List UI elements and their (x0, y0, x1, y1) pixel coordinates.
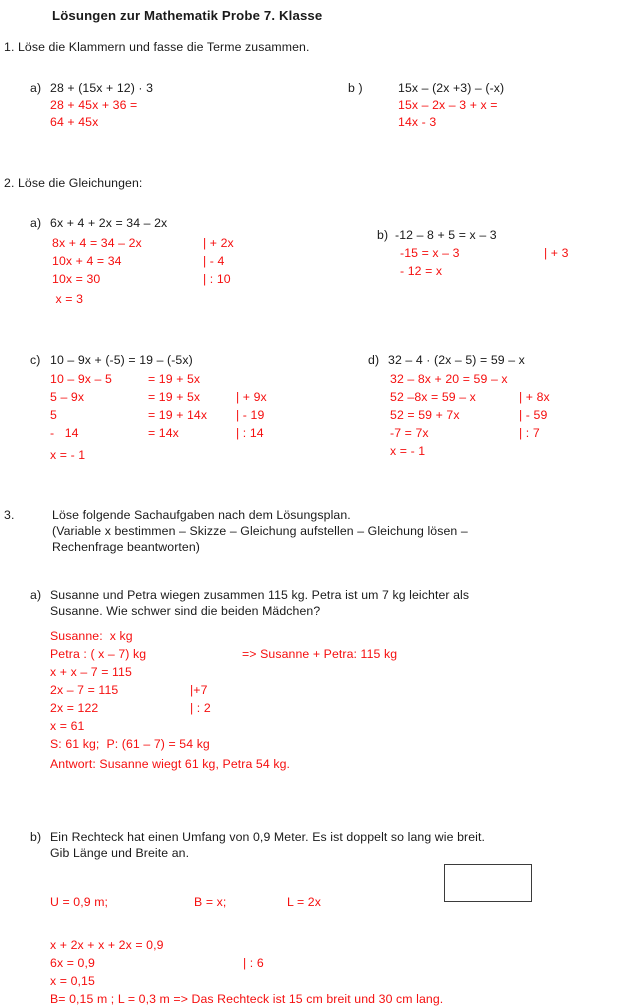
task2-c-step-3-lhs: 5 (50, 408, 57, 422)
task1-heading: 1. Löse die Klammern und fasse die Terme zusammen. (4, 40, 310, 54)
task2-b-step-1-expr: -15 = x – 3 (400, 246, 460, 260)
task3-b-problem-line-1: Ein Rechteck hat einen Umfang von 0,9 Meter. Es ist doppelt so lang wie breit. (50, 830, 486, 844)
task3-a-problem-line-1: Susanne und Petra wiegen zusammen 115 kg. Petra ist um 7 kg leichter als (50, 588, 470, 602)
task1-b-step-2: 14x - 3 (398, 115, 437, 129)
task2-a-step-1-op: | + 2x (203, 236, 234, 250)
task2-c-problem: 10 – 9x + (-5) = 19 – (-5x) (50, 353, 193, 367)
task1-b-label: b ) (348, 81, 363, 95)
task2-heading: 2. Löse die Gleichungen: (4, 176, 143, 190)
task2-c-step-5-lhs: x = - 1 (50, 448, 86, 462)
task2-b-step-2-expr: - 12 = x (400, 264, 443, 278)
task3-a-step-4-expr: 2x – 7 = 115 (50, 683, 119, 697)
task3-b-problem-line-2: Gib Länge und Breite an. (50, 846, 190, 860)
task3-a-step-7-expr: S: 61 kg; P: (61 – 7) = 54 kg (50, 737, 210, 751)
task3-a-step-4-op: |+7 (190, 683, 208, 697)
task2-d-label: d) (368, 353, 380, 367)
task2-d-step-1-expr: 32 – 8x + 20 = 59 – x (390, 372, 508, 386)
task3-b-given-laenge: L = 2x (287, 895, 321, 909)
task2-c-step-3-rhs: = 19 + 14x (148, 408, 208, 422)
task3-heading-line-1: Löse folgende Sachaufgaben nach dem Lösungsplan. (52, 508, 351, 522)
task2-a-step-2-op: | - 4 (203, 254, 225, 268)
task3-b-given-breite: B = x; (194, 895, 227, 909)
task1-a-problem: 28 + (15x + 12) · 3 (50, 81, 154, 95)
task3-a-answer: Antwort: Susanne wiegt 61 kg, Petra 54 kg. (50, 757, 291, 771)
task2-a-problem: 6x + 4 + 2x = 34 – 2x (50, 216, 168, 230)
rectangle-sketch (444, 864, 532, 902)
task3-b-step-2-expr: 6x = 0,9 (50, 956, 95, 970)
task1-a-step-1: 28 + 45x + 36 = (50, 98, 138, 112)
task2-d-step-4-expr: -7 = 7x (390, 426, 429, 440)
task2-a-step-3-op: | : 10 (203, 272, 231, 286)
task3-heading-line-3: Rechenfrage beantworten) (52, 540, 201, 554)
task2-c-step-1-lhs: 10 – 9x – 5 (50, 372, 112, 386)
task3-b-step-3-expr: x = 0,15 (50, 974, 95, 988)
task3-number: 3. (4, 508, 15, 522)
task2-d-step-4-op: | : 7 (519, 426, 540, 440)
task3-a-step-2-expr: Petra : ( x – 7) kg (50, 647, 147, 661)
task2-b-problem: -12 – 8 + 5 = x – 3 (395, 228, 497, 242)
task2-c-step-4-lhs: - 14 (50, 426, 79, 440)
task2-b-step-1-op: | + 3 (544, 246, 569, 260)
task3-a-problem-line-2: Susanne. Wie schwer sind die beiden Mädchen? (50, 604, 321, 618)
task3-b-conclusion: B= 0,15 m ; L = 0,3 m => Das Rechteck ist 15 cm breit und 30 cm lang. (50, 992, 444, 1006)
task2-c-step-2-lhs: 5 – 9x (50, 390, 85, 404)
task1-b-problem: 15x – (2x +3) – (-x) (398, 81, 505, 95)
task3-heading-line-2: (Variable x bestimmen – Skizze – Gleichung aufstellen – Gleichung lösen – (52, 524, 468, 538)
task3-a-step-3-expr: x + x – 7 = 115 (50, 665, 132, 679)
task2-c-step-2-rhs: = 19 + 5x (148, 390, 201, 404)
task3-a-step-6-expr: x = 61 (50, 719, 85, 733)
task2-c-step-4-op: | : 14 (236, 426, 264, 440)
task2-c-step-4-rhs: = 14x (148, 426, 179, 440)
task1-b-step-1: 15x – 2x – 3 + x = (398, 98, 498, 112)
task3-a-step-5-op: | : 2 (190, 701, 211, 715)
task2-c-label: c) (30, 353, 41, 367)
task2-a-label: a) (30, 216, 42, 230)
task2-a-step-3-expr: 10x = 30 (52, 272, 101, 286)
task3-a-step-2-note: => Susanne + Petra: 115 kg (242, 647, 398, 661)
task2-d-problem: 32 – 4 · (2x – 5) = 59 – x (388, 353, 525, 367)
task2-a-step-2-expr: 10x + 4 = 34 (52, 254, 122, 268)
task3-b-given-umfang: U = 0,9 m; (50, 895, 109, 909)
task3-b-label: b) (30, 830, 42, 844)
task2-a-step-4-expr: x = 3 (52, 292, 84, 306)
task2-c-step-1-rhs: = 19 + 5x (148, 372, 201, 386)
task3-b-step-2-op: | : 6 (243, 956, 264, 970)
task2-d-step-5-expr: x = - 1 (390, 444, 426, 458)
page-title: Lösungen zur Mathematik Probe 7. Klasse (52, 8, 323, 23)
task3-b-step-1-expr: x + 2x + x + 2x = 0,9 (50, 938, 164, 952)
task1-a-label: a) (30, 81, 42, 95)
task3-a-label: a) (30, 588, 42, 602)
task3-a-step-5-expr: 2x = 122 (50, 701, 99, 715)
task2-b-label: b) (377, 228, 389, 242)
task2-d-step-3-expr: 52 = 59 + 7x (390, 408, 460, 422)
task2-d-step-3-op: | - 59 (519, 408, 548, 422)
task2-a-step-1-expr: 8x + 4 = 34 – 2x (52, 236, 142, 250)
task2-c-step-3-op: | - 19 (236, 408, 265, 422)
task1-a-step-2: 64 + 45x (50, 115, 99, 129)
task3-a-step-1-expr: Susanne: x kg (50, 629, 133, 643)
task2-c-step-2-op: | + 9x (236, 390, 267, 404)
task2-d-step-2-expr: 52 –8x = 59 – x (390, 390, 476, 404)
task2-d-step-2-op: | + 8x (519, 390, 550, 404)
